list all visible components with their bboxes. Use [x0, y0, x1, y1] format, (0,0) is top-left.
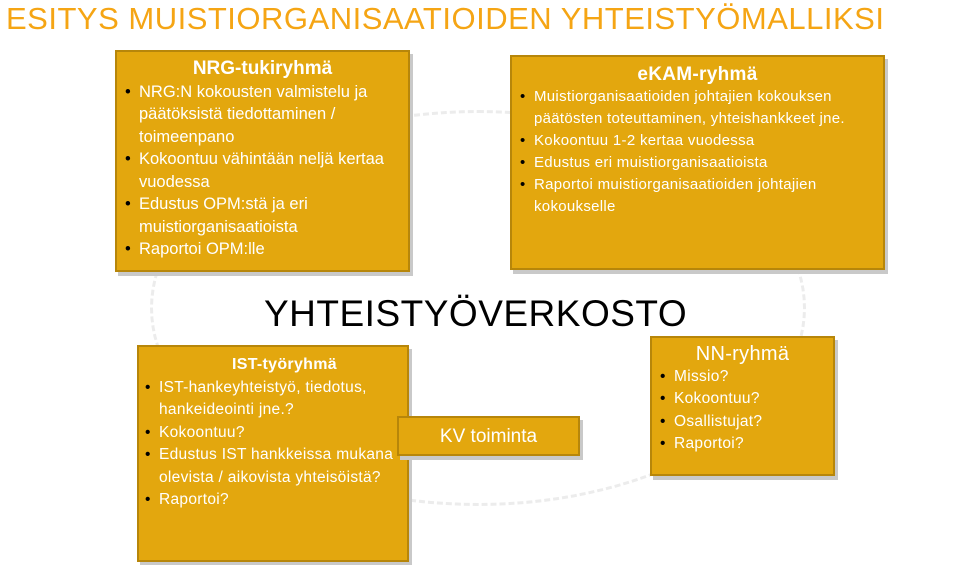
ist-list	[145, 377, 399, 512]
nrg-heading: NRG-tukiryhmä	[192, 58, 333, 79]
nn-heading: NN-ryhmä	[695, 343, 790, 365]
nrg-list	[125, 81, 400, 261]
ekam-item: • Edustus eri muistiorganisaatioista	[520, 152, 875, 174]
kv-label: KV toiminta	[439, 426, 538, 447]
ist-heading: IST-työryhmä	[232, 356, 337, 373]
ist-item: • Raportoi?	[145, 489, 399, 512]
ist-item: • IST-hankeyhteistyö, tiedotus, hankeideointi jne.?	[145, 377, 399, 422]
nn-item: • Raportoi?	[660, 433, 825, 456]
ekam-box	[510, 55, 885, 270]
network-label: YHTEISTYÖVERKOSTO	[264, 293, 688, 334]
ist-item: • Edustus IST hankkeissa mukana olevista / aikovista yhteisöistä?	[145, 444, 399, 489]
nrg-item: • Kokoontuu vähintään neljä kertaa vuodessa	[125, 148, 400, 193]
slide-title: ESITYS MUISTIORGANISAATIOIDEN YHTEISTYÖMALLIKSI	[6, 1, 885, 36]
nn-item: • Osallistujat?	[660, 411, 825, 434]
nn-item: • Kokoontuu?	[660, 388, 825, 411]
ekam-item: • Raportoi muistiorganisaatioiden johtajien kokoukselle	[520, 174, 875, 218]
nrg-item: • Raportoi OPM:lle	[125, 238, 400, 261]
ekam-item: • Muistiorganisaatioiden johtajien kokouksen päätösten toteuttaminen, yhteishankkeet jne.	[520, 86, 875, 130]
nn-box	[650, 336, 835, 476]
nn-item: • Missio?	[660, 366, 825, 389]
nrg-item: • Edustus OPM:stä ja eri muistiorganisaatioista	[125, 193, 400, 238]
nn-list	[660, 366, 825, 456]
nrg-box	[115, 50, 410, 272]
ist-item: • Kokoontuu?	[145, 422, 399, 445]
ekam-item: • Kokoontuu 1-2 kertaa vuodessa	[520, 130, 875, 152]
ekam-list	[520, 86, 875, 218]
ist-box	[137, 345, 409, 562]
ekam-heading: eKAM-ryhmä	[637, 64, 758, 85]
nrg-item: • NRG:N kokousten valmistelu ja päätöksistä tiedottaminen / toimeenpano	[125, 81, 400, 149]
kv-box	[397, 416, 580, 456]
